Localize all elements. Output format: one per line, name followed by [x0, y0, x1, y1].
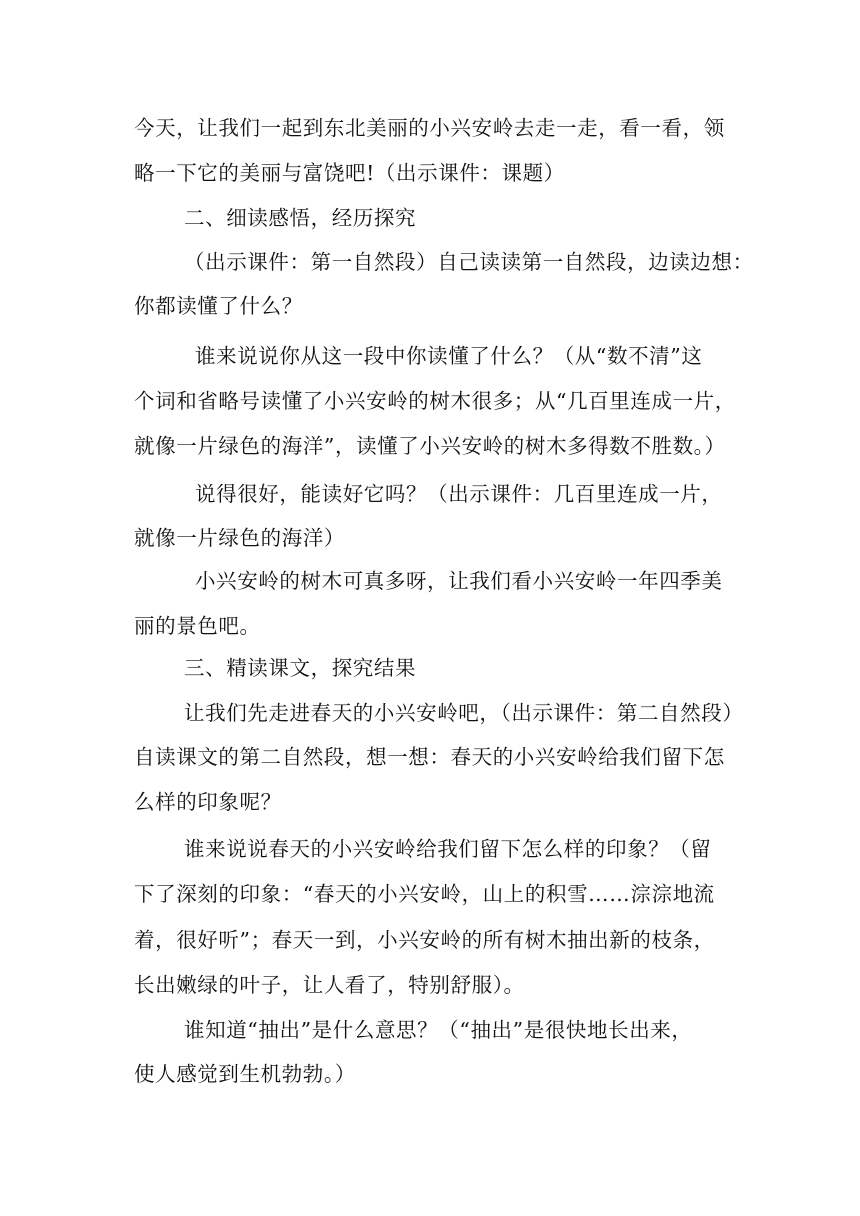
paragraph-line: 让我们先走进春天的小兴安岭吧，（出示课件：第二自然段） — [184, 701, 744, 725]
paragraph-line: 使人感觉到生机勃勃。） — [134, 1062, 356, 1086]
paragraph-line: 么样的印象呢？ — [134, 790, 282, 814]
paragraph-line: 略一下它的美丽与富饶吧!（出示课件：课题） — [134, 161, 565, 185]
paragraph-line: 就像一片绿色的海洋） — [134, 526, 345, 550]
paragraph-line: 下了深刻的印象：“春天的小兴安岭，山上的积雪……淙淙地流 — [134, 882, 715, 906]
paragraph-line: 今天，让我们一起到东北美丽的小兴安岭去走一走，看一看，领 — [134, 116, 725, 140]
paragraph-line: 自读课文的第二自然段，想一想：春天的小兴安岭给我们留下怎 — [134, 745, 725, 769]
paragraph-line: 你都读懂了什么？ — [134, 294, 303, 318]
paragraph-line: 谁来说说春天的小兴安岭给我们留下怎么样的印象？（留 — [184, 837, 712, 861]
section-heading: 二、细读感悟，经历探究 — [184, 206, 417, 230]
paragraph-line: 着，很好听”；春天一到，小兴安岭的所有树木抽出新的枝条， — [134, 928, 715, 952]
paragraph-line: 丽的景色吧。 — [134, 614, 261, 638]
paragraph-line: 就像一片绿色的海洋”，读懂了小兴安岭的树木多得数不胜数。） — [134, 434, 726, 458]
section-heading: 三、精读课文，探究结果 — [184, 656, 417, 680]
paragraph-line: 说得很好，能读好它吗？（出示课件：几百里连成一片， — [195, 482, 723, 506]
paragraph-line: 个词和省略号读懂了小兴安岭的树木很多；从“几百里连成一片， — [134, 389, 736, 413]
paragraph-line: （出示课件：第一自然段）自己读读第一自然段，边读边想： — [184, 250, 754, 274]
paragraph-line: 小兴安岭的树木可真多呀，让我们看小兴安岭一年四季美 — [195, 569, 723, 593]
paragraph-line: 谁来说说你从这一段中你读懂了什么？（从“数不清”这 — [195, 344, 703, 368]
paragraph-line: 谁知道“抽出”是什么意思？（“抽出”是很快地长出来， — [184, 1018, 693, 1042]
paragraph-line: 长出嫩绿的叶子，让人看了，特别舒服）。 — [134, 973, 525, 997]
